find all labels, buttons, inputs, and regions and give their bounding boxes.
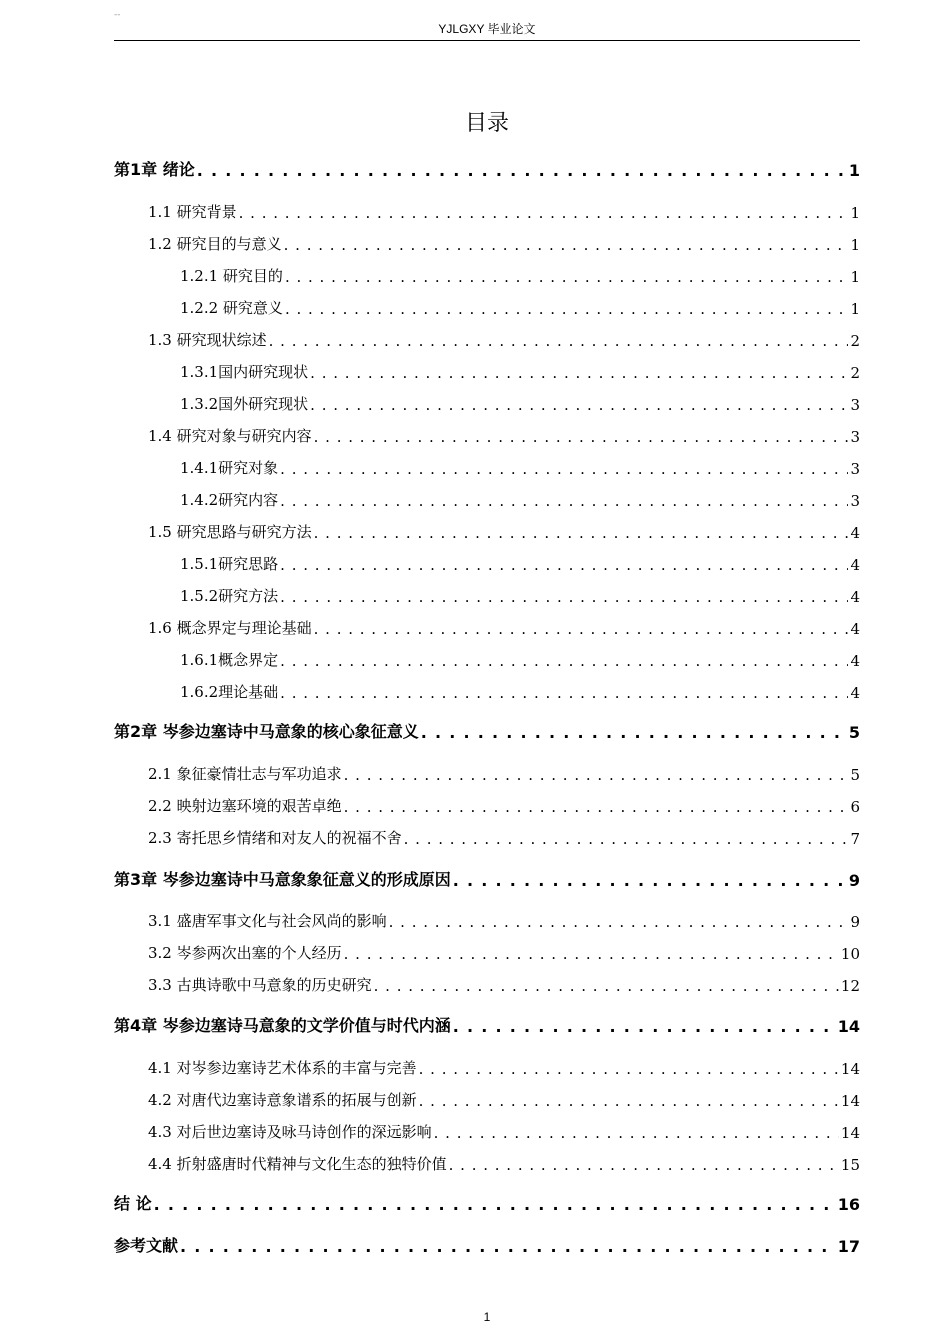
toc-leader-dots bbox=[310, 396, 848, 414]
toc-entry-page: 14 bbox=[840, 1124, 860, 1142]
toc-leader-dots bbox=[280, 556, 848, 574]
toc-entry[interactable] bbox=[148, 326, 860, 350]
toc-leader-dots bbox=[434, 1124, 839, 1142]
toc-entry-page: 2 bbox=[850, 332, 860, 350]
toc-entry-label: 1.1 研究背景 bbox=[148, 203, 237, 221]
toc-entry[interactable] bbox=[180, 678, 860, 702]
toc-entry[interactable] bbox=[148, 518, 860, 542]
toc-entry-page: 1 bbox=[850, 236, 860, 254]
toc-entry[interactable] bbox=[148, 1054, 860, 1078]
page-header-title: YJLGXY 毕业论文 bbox=[438, 22, 536, 36]
toc-entry-label: 3.3 古典诗歌中马意象的历史研究 bbox=[148, 976, 372, 994]
toc-entry-label: 第3章 岑参边塞诗中马意象象征意义的形成原因 bbox=[114, 870, 451, 889]
toc-entry[interactable] bbox=[180, 358, 860, 382]
toc-entry-page: 5 bbox=[850, 766, 860, 784]
toc-leader-dots bbox=[280, 492, 848, 510]
toc-entry-page: 2 bbox=[850, 364, 860, 382]
toc-entry[interactable] bbox=[114, 156, 860, 180]
toc-leader-dots bbox=[154, 1195, 836, 1214]
toc-entry-page: 9 bbox=[848, 871, 860, 890]
toc-entry-page: 12 bbox=[840, 977, 860, 995]
toc-entry-page: 17 bbox=[837, 1237, 860, 1256]
toc-entry-label: 4.3 对后世边塞诗及咏马诗创作的深远影响 bbox=[148, 1123, 432, 1141]
toc-title: 目录 bbox=[464, 111, 509, 136]
toc-leader-dots bbox=[314, 524, 849, 542]
toc-entry[interactable] bbox=[148, 1086, 860, 1110]
toc-entry[interactable] bbox=[180, 454, 860, 478]
toc-entry-page: 15 bbox=[840, 1156, 860, 1174]
toc-entry-label: 4.4 折射盛唐时代精神与文化生态的独特价值 bbox=[148, 1155, 447, 1173]
toc-entry[interactable] bbox=[148, 760, 860, 784]
toc-leader-dots bbox=[284, 236, 849, 254]
toc-entry-label: 1.5 研究思路与研究方法 bbox=[148, 523, 312, 541]
toc-entry-label: 结 论 bbox=[114, 1194, 152, 1213]
toc-leader-dots bbox=[421, 723, 847, 742]
toc-entry[interactable] bbox=[114, 866, 860, 890]
toc-entry-page: 3 bbox=[850, 428, 860, 446]
toc-leader-dots bbox=[314, 428, 849, 446]
toc-entry[interactable] bbox=[180, 550, 860, 574]
toc-leader-dots bbox=[449, 1156, 839, 1174]
toc-leader-dots bbox=[453, 871, 847, 890]
toc-entry-page: 4 bbox=[850, 556, 860, 574]
toc-entry[interactable] bbox=[148, 907, 860, 931]
toc-entry[interactable] bbox=[148, 230, 860, 254]
toc-entry[interactable] bbox=[114, 1232, 860, 1256]
toc-entry-label: 4.1 对岑参边塞诗艺术体系的丰富与完善 bbox=[148, 1059, 417, 1077]
toc-entry-page: 4 bbox=[850, 588, 860, 606]
toc-entry-page: 14 bbox=[837, 1017, 860, 1036]
toc-entry-label: 参考文献 bbox=[114, 1236, 179, 1255]
toc-entry-label: 1.5.1研究思路 bbox=[180, 555, 279, 573]
toc-entry[interactable] bbox=[148, 1118, 860, 1142]
toc-entry-label: 1.5.2研究方法 bbox=[180, 587, 279, 605]
toc-entry-page: 4 bbox=[850, 620, 860, 638]
toc-leader-dots bbox=[404, 830, 849, 848]
toc-leader-dots bbox=[280, 684, 848, 702]
toc-entry-label: 1.3.1国内研究现状 bbox=[180, 363, 309, 381]
toc-entry-label: 4.2 对唐代边塞诗意象谱系的拓展与创新 bbox=[148, 1091, 417, 1109]
toc-leader-dots bbox=[197, 161, 847, 180]
toc-entry-label: 2.1 象征豪情壮志与军功追求 bbox=[148, 765, 342, 783]
toc-entry-page: 1 bbox=[850, 204, 860, 222]
toc-entry-label: 1.6.1概念界定 bbox=[180, 651, 279, 669]
toc-entry[interactable] bbox=[148, 614, 860, 638]
toc-leader-dots bbox=[344, 798, 849, 816]
toc-leader-dots bbox=[453, 1017, 836, 1036]
toc-leader-dots bbox=[419, 1092, 839, 1110]
toc-entry-page: 14 bbox=[840, 1060, 860, 1078]
toc-leader-dots bbox=[239, 204, 849, 222]
toc-entry-page: 4 bbox=[850, 652, 860, 670]
toc-entry-label: 1.2.1 研究目的 bbox=[180, 267, 283, 285]
toc-entry-label: 1.2 研究目的与意义 bbox=[148, 235, 282, 253]
toc-entry-page: 1 bbox=[848, 161, 860, 180]
toc-entry[interactable] bbox=[180, 582, 860, 606]
toc-leader-dots bbox=[280, 460, 848, 478]
toc-entry-label: 3.2 岑参两次出塞的个人经历 bbox=[148, 944, 342, 962]
toc-entry[interactable] bbox=[148, 1150, 860, 1174]
toc-entry-page: 3 bbox=[850, 492, 860, 510]
toc-leader-dots bbox=[280, 652, 848, 670]
toc-entry-page: 4 bbox=[850, 524, 860, 542]
toc-entry-page: 9 bbox=[850, 913, 860, 931]
toc-entry-page: 6 bbox=[850, 798, 860, 816]
toc-leader-dots bbox=[310, 364, 848, 382]
toc-entry-label: 2.3 寄托思乡情绪和对友人的祝福不舍 bbox=[148, 829, 402, 847]
toc-leader-dots bbox=[344, 945, 839, 963]
header-divider bbox=[114, 40, 860, 41]
toc-entry[interactable] bbox=[114, 1012, 860, 1036]
toc-leader-dots bbox=[344, 766, 849, 784]
toc-entry[interactable] bbox=[180, 646, 860, 670]
toc-entry[interactable] bbox=[148, 198, 860, 222]
toc-entry-label: 1.2.2 研究意义 bbox=[180, 299, 283, 317]
toc-entry-page: 4 bbox=[850, 684, 860, 702]
toc-entry-page: 1 bbox=[850, 300, 860, 318]
toc-leader-dots bbox=[419, 1060, 839, 1078]
corner-mark: -- bbox=[114, 10, 121, 20]
toc-entry[interactable] bbox=[180, 262, 860, 286]
toc-entry[interactable] bbox=[148, 939, 860, 963]
toc-entry-label: 1.4.2研究内容 bbox=[180, 491, 279, 509]
toc-entry[interactable] bbox=[148, 824, 860, 848]
page-number: 1 bbox=[483, 1310, 491, 1324]
toc-entry-label: 第4章 岑参边塞诗马意象的文学价值与时代内涵 bbox=[114, 1016, 451, 1035]
toc-entry-label: 1.4 研究对象与研究内容 bbox=[148, 427, 312, 445]
toc-entry-page: 10 bbox=[840, 945, 860, 963]
toc-entry[interactable] bbox=[180, 390, 860, 414]
toc-entry[interactable] bbox=[114, 1190, 860, 1214]
toc-entry[interactable] bbox=[180, 294, 860, 318]
toc-entry[interactable] bbox=[114, 718, 860, 742]
toc-entry-label: 2.2 映射边塞环境的艰苦卓绝 bbox=[148, 797, 342, 815]
toc-entry-page: 7 bbox=[850, 830, 860, 848]
toc-entry-label: 第1章 绪论 bbox=[114, 160, 195, 179]
toc-entry-page: 1 bbox=[850, 268, 860, 286]
toc-entry-label: 3.1 盛唐军事文化与社会风尚的影响 bbox=[148, 912, 387, 930]
toc-leader-dots bbox=[285, 300, 849, 318]
toc-entry-label: 1.6.2理论基础 bbox=[180, 683, 279, 701]
toc-leader-dots bbox=[374, 977, 839, 995]
toc-entry-page: 14 bbox=[840, 1092, 860, 1110]
toc-entry-label: 1.3.2国外研究现状 bbox=[180, 395, 309, 413]
toc-leader-dots bbox=[280, 588, 848, 606]
toc-leader-dots bbox=[389, 913, 849, 931]
toc-entry-page: 16 bbox=[837, 1195, 860, 1214]
toc-entry-page: 3 bbox=[850, 396, 860, 414]
toc-entry[interactable] bbox=[148, 971, 860, 995]
toc-leader-dots bbox=[269, 332, 849, 350]
toc-entry-label: 1.4.1研究对象 bbox=[180, 459, 279, 477]
toc-entry-label: 1.6 概念界定与理论基础 bbox=[148, 619, 312, 637]
toc-leader-dots bbox=[314, 620, 849, 638]
toc-leader-dots bbox=[180, 1237, 836, 1256]
toc-leader-dots bbox=[285, 268, 849, 286]
toc-entry-label: 1.3 研究现状综述 bbox=[148, 331, 267, 349]
toc-entry[interactable] bbox=[148, 792, 860, 816]
toc-entry[interactable] bbox=[180, 486, 860, 510]
toc-entry-label: 第2章 岑参边塞诗中马意象的核心象征意义 bbox=[114, 722, 419, 741]
toc-entry[interactable] bbox=[148, 422, 860, 446]
toc-entry-page: 3 bbox=[850, 460, 860, 478]
toc-entry-page: 5 bbox=[848, 723, 860, 742]
